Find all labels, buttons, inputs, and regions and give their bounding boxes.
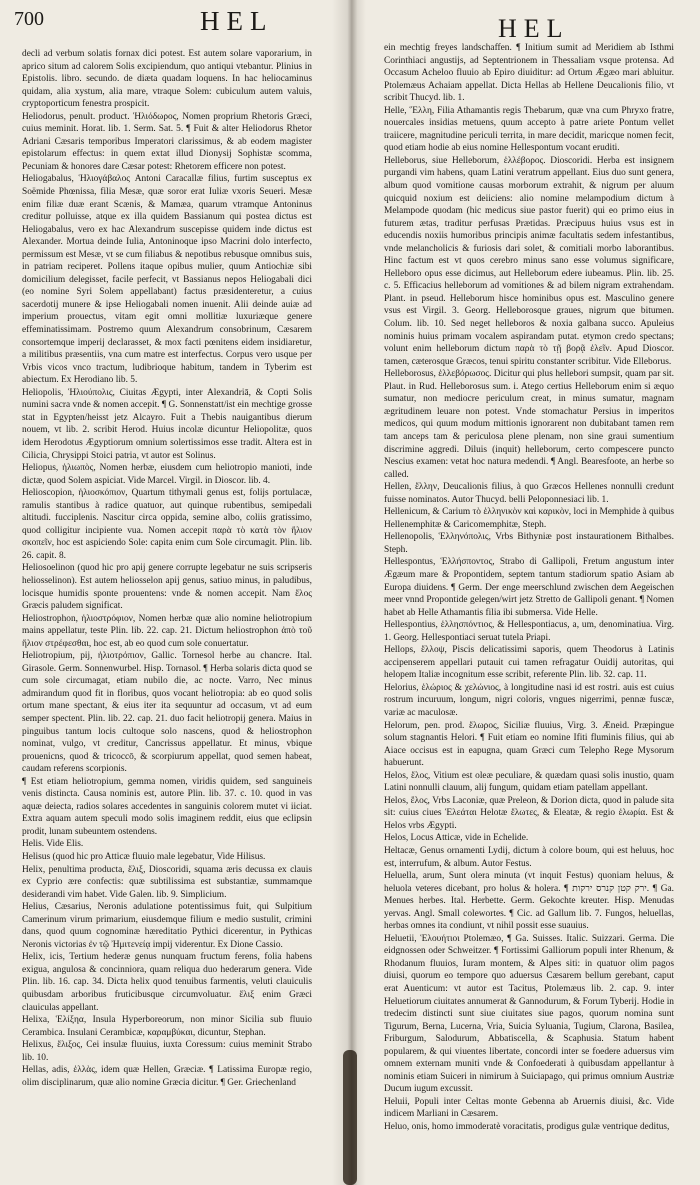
dictionary-entry: Heluetii, Ἑλουήτιοι Ptolemæo, ¶ Ga. Suisses. Italic. Suizzari. Germa. Die eidgnossen oder Schweitzer. ¶ Fortissimi Galliorum populi inter Rhenum, & Rhodanum fluuios, Iuram montem, & Alpes siti: in quatuor olim pagos diuisi, quorum eo tempore quo aduersus Cæsarem bellum gerebant, caput erat Auenticum: vt autor est Tacitus, Ptolemæus lib. 2. cap. 9. inter Heluetiorum ciuitates annumerat & Gannodurum, & Forum Tyberij. Hodie in tredecim distincti sunt siue ciuitates siue pagos, quorum nomina sunt Tigurum, Berna, Lucerna, Vria, Suicia Syluania, Tugium, Clarona, Basilea, Friburgum, Salodurum, Abbatiscella, & Scaphusia. Statum habent popularem, & qui viuentes libertate, concordi inter se foedere aduersus vim omnem externam muniti vnde & Confoederati à quibusdam appellantur à nominis etiam Suiceri in nimirum à Suiciapago, qui primus omnium Austriæ Ducum iugum excussit. [384, 933, 674, 1095]
book-gutter [332, 0, 366, 1185]
dictionary-entry: Helix, icis, Tertium hederæ genus nunquam fructum ferens, folia habens exigua, angulosa & concinniora, quam reliqua duo hederarum genera. Vide Plin. lib. 16. cap. 34. Dicta helix quod tenuibus farmentis, veluti clauiculis quibusdam arboribus fruticibusque circumvoluatur. ἕλιξ enim Græci clauiculas appellant. [22, 952, 312, 1013]
dictionary-entry: ¶ Est etiam heliotropium, gemma nomen, viridis quidem, sed sanguineis venis distincta. Causa nominis est, autore Plin. lib. 37. c. 10. quod in vas aquæ deiecta, radios solares accedentes in sanguinis colorem mutet vi iiciat. Extra aquam autem speculi modo solis imaginem reddit, eius que eclipsin prodit, lunam subeuntem ostendens. [22, 776, 312, 837]
dictionary-entry: Heliogabalus, Ἡλιογάβαλος Antoni Caracallæ filius, furtim susceptus ex Soëmide Phœnissa, filia Mesæ, quæ soror erat Iuliæ vxoris Seueri. Mesæ enim filiæ duæ erant Scænis, & Mamæa, quarum vtramque Antoninus creditur polluisse, atque ex illa quidem Bassianum qui postea dictus est Heliogabalus, vero ex hac Alexandrum suscepisse quidem inde dictus est Alexander. Mortua deinde Iulia, Antoninoque ipso Macrini dolo interfecto, permissum est Mesæ, vt se cum filiabus & nepotibus rebusque omnibus suis, in patriam reciperet. Pollens itaque opibus mulier, quum Antiochiæ sibi domicilium delegisset, facile perfecit, vt Bassianus nepos Heliogabali dici (eo nomine Syri Solem appellabant) factus præsidenteretur, a cuius sacerdotij munere & ipse Heliogabali nomen inuenit. Alii deinde auiæ ad imperium prouectus, vitam egit omni mollitiæ luxuriæque genere effeminatissimam. Postremo quum Alexandrum consobrinum, Cæsarem consortemque imperij declarasset, & mox facti pœnitens eidem insidiaretur, a militibus præsentiis, vna cum matre est interfectus. Corpus vero usque per Vrbis vicos vnco tractum, ludibrioque habitum, tandem in Tyberim est abiectum. Ex Herodiano lib. 5. [22, 174, 312, 386]
dictionary-entry: Heliopus, ἡλιωπὸς, Nomen herbæ, eiusdem cum heliotropio manioti, inde dictæ, quod Solem aspiciat. Vide Marcel. Virgil. in Dioscor. lib. 4. [22, 463, 312, 486]
running-head-left: HEL [200, 6, 274, 36]
dictionary-entry: Helos, ἕλος, Vrbs Laconiæ, quæ Preleon, & Dorion dicta, quod in palude sita sit: cuius ciues Ἑλεάται Helotæ ἕλωτες, & Eleatæ, & regio ἑλωρία. Est & Helos vrbs Ægypti. [384, 795, 674, 831]
dictionary-entry: Hellen, ἕλλην, Deucalionis filius, à quo Græcos Hellenes nonnulli credunt fuisse nominatos. Autor Thucyd. belli Peloponnesiaci lib. 1. [384, 482, 674, 505]
dictionary-entry: Helioscopion, ἡλιοσκόπιον, Quartum tithymali genus est, folijs portulacæ, ramulis stantibus à radice quatuor, aut quinque rubentibus, semipedali altitudi. fucciplenis. Nascitur circa oppida, semine albo, coliis gratissimo, quod colligitur incipiente vua. Nomen accepit παρὰ τὸ κατὰ τὸν ἥλιον σκοπεῖν, hoc est aspiciendo Sole: capita enim cum Sole circumagit. Plin. lib. 26. capit. 8. [22, 488, 312, 561]
dictionary-entry: Helorum, pen. prod. ἕλωρος, Siciliæ fluuius, Virg. 3. Æneid. Præpingue solum stagnantis Helori. ¶ Fuit etiam eo nomine Ifiti fluminis filius, qui ab Aiace occisus est in eapugna, quam Græci cum Telepho Rege Mysorum habuerunt. [384, 720, 674, 769]
dictionary-entry: Hellenicum, & Carium τὸ ἑλληνικὸν καὶ καρικὸν, loci in Memphide à quibus Hellenemphitæ & Caricomemphitæ, Steph. [384, 507, 674, 530]
binding-shadow [343, 1050, 357, 1185]
dictionary-entry: Helixus, ἕλιξος, Cei insulæ fluuius, iuxta Coressum: cuius meminit Strabo lib. 10. [22, 1040, 312, 1063]
dictionary-entry: Heliotropium, pij, ἡλιοτρόπιον, Gallic. Tornesol herbe au chancre. Ital. Girasole. Germ. Sonnenwurbel. Hisp. Tornasol. ¶ Herba solaris dicta quod se cum sole circumagat, etiam nubilo die, ac nocte. Varro, Nec minus admirandum quod fit in floribus, quos vocant heliotropia: ab eo quod solis ortum mane spectant, & eius iter ita sequuntur ad occasum, vt ad eum semper spectent. Plin. lib. 22. cap. 21. duo facit heliotropij genera. Maius in pinguibus tantum locis cultoque solo nascens, quod & heliostrophon nominat, vulgo, vt creditur, Cancrissus appellatur. Et minus, vbique prouenicns, quod & tricoccō, & scorpiurum appellat, quod semen habeat, caudam referens scorpionis. [22, 651, 312, 775]
dictionary-entry: ein mechtig freyes landschaffen. ¶ Initium sumit ad Meridiem ab Isthmi Corinthiaci angustijs, ad Septentrionem in Thessaliam vsque protensa. Ad Occasum Acheloo fluuio ab Epiro diuiditur: ad Ortum Ægæo mari abluitur. Ptolemæus Achaiam appellat. Dicta Hellas ab Hellene Deucalionis filio, vt scribit Thucyd. lib. 1. [384, 43, 674, 104]
dictionary-entry: Heliodorus, penult. product. Ἡλιόδωρος, Nomen proprium Rhetoris Græci, cuius meminit. Horat. lib. 1. Serm. Sat. 5. ¶ Fuit & alter Heliodorus Rhetor Adriani Cæsaris temporibus Imperatori clarissimus, & ab eodem magister epistolarum effectus: in quem extat illud Dionysij Sophistæ scomma, Pecuniam & honores dare Cæsar potest: Rhetorem efficere non potest. [22, 111, 312, 172]
dictionary-entry: Helle, Ἕλλη, Filia Athamantis regis Thebarum, quæ vna cum Phryxo fratre, nouercales insidias metuens, quum accepto à patre ariete Pontum vellet traiicere, magnitudine periculi territa, in mare decidit, maricque nomen fecit, quod etiam hodie ab eius nomine Hellespontum vocant eruditi. [384, 105, 674, 154]
dictionary-entry: Hellas, adis, ἑλλὰς, idem quæ Hellen, Græciæ. ¶ Latissima Europæ regio, olim disciplinarum, quæ alio nomine Græcia dicitur. ¶ Ger. Griechenland [22, 1065, 312, 1088]
dictionary-entry: Helixa, Ἑλίξηα, Insula Hyperboreorum, non minor Sicilia sub fluuio Cerambica. Insulani Cerambicæ, καραμβύκαι, dicuntur, Stephan. [22, 1015, 312, 1038]
dictionary-entry: Helisus (quod hic pro Atticæ fluuio male legebatur, Vide Hilisus. [22, 852, 266, 862]
dictionary-entry: Heluii, Populi inter Celtas monte Gebenna ab Aruernis diuisi, &c. Vide indicem Marliani in Cæsarem. [384, 1096, 674, 1120]
right-column [384, 42, 674, 1172]
dictionary-entry: Helleborosus, ἑλλεβόρωσος. Dicitur qui plus hellebori sumpsit, quam par sit. Plaut. in Rud. Helleborosus sum. i. Atego certius Helleborum enim si æquo sumatur, non mediocre periculum creat, in minus sumatur, magnam ægritudinem leuare non potest. Vnde stomachatur Persius in imperitos medicos, qui quum modum mittionis ignorarent non dubitabant tamen rem tam anceps tam & periculosa plene plenam, non sine graui sumentium discrimine aggredi. Diluis (inquit) helleborum, certo compescere puncto Nescius examen: vetat hoc natura medendi. ¶ Angl. Bearesfoote, an herbe so called. [384, 369, 674, 480]
dictionary-entry: Heluo, onis, homo immoderatè voracitatis, prodigus gulæ ventrique deditus, [384, 1122, 670, 1133]
dictionary-entry: Hellops, ἔλλοψ, Piscis delicatissimi saporis, quem Theodorus à Latinis accipenserem appellari putauit cui tamen refragatur Ouidij autoritas, qui helopem Italiæ incognitum esse scribit, referente Plin. lib. 32. cap. 11. [384, 645, 674, 681]
dictionary-entry: Heluella, arum, Sunt olera minuta (vt inquit Festus) quoniam heluus, & heluola veteres dicebant, pro holus & holera. ¶ ירק קטן קנרס ירקות. ¶ Ga. Menues herbes. Ital. Herbette. Germ. Gekochte kreuter. Hisp. Menudas yervas. Angl. Small colewortes. ¶ Cic. ad Gallum lib. 7. Fungos, heluellas, herbas omnes ita condiunt, vt nihil possit esse suauius. [384, 871, 674, 932]
dictionary-entry: Heltacæ, Genus ornamenti Lydij, dictum à colore boum, qui est heluus, hoc est, interrufum, & album. Autor Festus. [384, 846, 674, 869]
left-column [22, 48, 312, 1178]
dictionary-entry: Helorius, ἑλώριος & χελώνιος, à longitudine nasi id est rostri. auis est cuius rostrum incuruum, longum, nigri coloris, vngues nigerrimi, pennæ fuscæ, variæ ac maculosæ. [384, 682, 674, 718]
dictionary-entry: Helleborus, siue Helleborum, ἑλλέβορος. Dioscoridi. Herba est insignem purgandi vim habens, quam Latini veratrum appellant. Eius duo sunt genera, album quod vomitione causas morborum extrahit, & nigrum per aluum quicquid noxium est deiiciens: alio nomine melampodium dictum à Melampode quodam (hic medicus siue pastor fuerit) qui eo primo eius in futurem ætas, traditur perfusas Prætidas. Præcipuus huius vsus est in educendis noxiis humoribus principis animæ facultatis sedem infestantibus, vnde melancholicis & furiosis dari solet, & comitiali morbo laborantibus. Hinc factum est vt quos cerebro minus sano esse volumus significare, Helleboro opus esse dicimus, aut Helleborum edere iubeamus. Plin. lib. 25. c. 5. Efficacius helleborum ad vomitiones & ad bilem nigram extrahendam. Plant. in pseud. Helleborum hisce hominibus opus est. Masculino genere vsus est Virgil. 3. Georg. Helleborosque graues, nigrum que bitumen. Colum. lib. 10. Sed neget helleboros & noxia galbana succo. Apuleius nominis huius primam vocalem aspirandam putat. etymon credo spectans; volunt enim helleborum dictum παρὰ τὸ τῇ βορᾷ ἑλεῖν. Apud Dioscor. tamen, cæterosque Græcos, tenui spiritu constanter scribitur. Vide Elleborus. [384, 155, 674, 367]
dictionary-entry: Hellespontus, Ἑλλήσποντος, Strabo di Gallipoli, Fretum angustum inter Ægæum mare & Propontidem, septem tantum stadiorum spatio Asiam ab Europa diuidens. ¶ Germ. Der enge meerschlund zwischen dem Aegeischen meer vnnd Propontide gelegen/wirt jetz Stretto de Gallipoli genant. ¶ Nomen habet ab Helle Athamantis filia ibi submersa. Vide Helle. [384, 557, 674, 618]
dictionary-entry: Helos, Locus Atticæ, vide in Echelide. [384, 833, 529, 844]
dictionary-entry: Hellenopolis, Ἑλληνόπολις, Vrbs Bithyniæ post instaurationem Bithalbes. Steph. [384, 532, 674, 555]
dictionary-entry: Hellespontius, ἑλλησπόντιος, & Hellespontiacus, a, um, denominatiua. Virg. 1. Georg. Hellespontiaci seruat tutela Priapi. [384, 620, 674, 643]
page-number: 700 [14, 8, 44, 30]
dictionary-entry: Heliostrophon, ἡλιοστρόφιον, Nomen herbæ quæ alio nomine heliotropium mains appellatur, teste Plin. lib. 22. cap. 21. Dictum heliostrophon ἀπὸ τοῦ ἥλιον στρέφεσθαι, hoc est, ab eo quod cum sole conuertatur. [22, 613, 312, 649]
dictionary-entry: Helius, Cæsarius, Neronis adulatione potentissimus fuit, qui Sulpitium Camerinum virum primarium, eiusdemque filium e medio sustulit, crimini dans, quod quum cognominæ hæreditatio Pythici dicerentur, in Pythicas Neronis victorias ἐν τῷ Ἠμιτενείᾳ impij viderentur. Ex Dione Cassio. [22, 902, 312, 950]
dictionary-entry: Helis. Vide Elis. [22, 839, 84, 850]
dictionary-entry: Helix, penultima producta, ἕλιξ, Dioscoridi, squama æris decussa ex clauis ex Cyprio ære confectis: quæ subtilissima est substantiæ, summamque desiderandi vim habet. Vide Galen. lib. 9. Simplicium. [22, 864, 312, 900]
dictionary-entry: Helos, ἕλος, Vitium est oleæ peculiare, & quædam quasi solis inustio, quam Latini nonnulli clauum, alij fungum, quidam etiam patellam appellant. [384, 770, 674, 794]
dictionary-entry: Heliopolis, Ἡλιούπολις, Ciuitas Ægypti, inter Alexandriā, & Copti Solis numini sacra vnde & nomen accepit. ¶ G. Sonnenstatt/ist ein mechtige grosse stat in Egypten/heisst jetz Alcayro. Fuit a Thebis nauigantibus dierum nouem, vt lib. 2. scribit Herod. Huius incolæ dicuntur Heliopolitæ, quos idem Herodotus Ægyptiorum omnium solertissimos esse tradit. Altera est in Cilicia, Chrysippi Stoici patria, vt autor est Solinus. [22, 387, 312, 461]
running-head-right: HEL [498, 14, 570, 43]
dictionary-entry: decli ad verbum solatis fornax dici potest. Est autem solare vaporarium, in aprico situm ad calorem Solis excipiendum, quo antiqui vtebantur. Plinius in Epistolis. libro. secundo. de diæta quadam loquens. In hac heliocaminus quidam, alia xystum, alia mare, vtraque Solem: cubiculum autem valuis, cryptoporticum fenestra prospicit. [22, 49, 312, 110]
dictionary-entry: Heliosoelinon (quod hic pro apij genere corrupte legebatur ne suis scripseris heliosselinon). Est autem heliosselon apij genus, satiuo minus, in paludibus, locisque humidis sponte prouentens: vnde & nomen accepit. Nam ἕλος Græcis paludem significat. [22, 563, 312, 612]
